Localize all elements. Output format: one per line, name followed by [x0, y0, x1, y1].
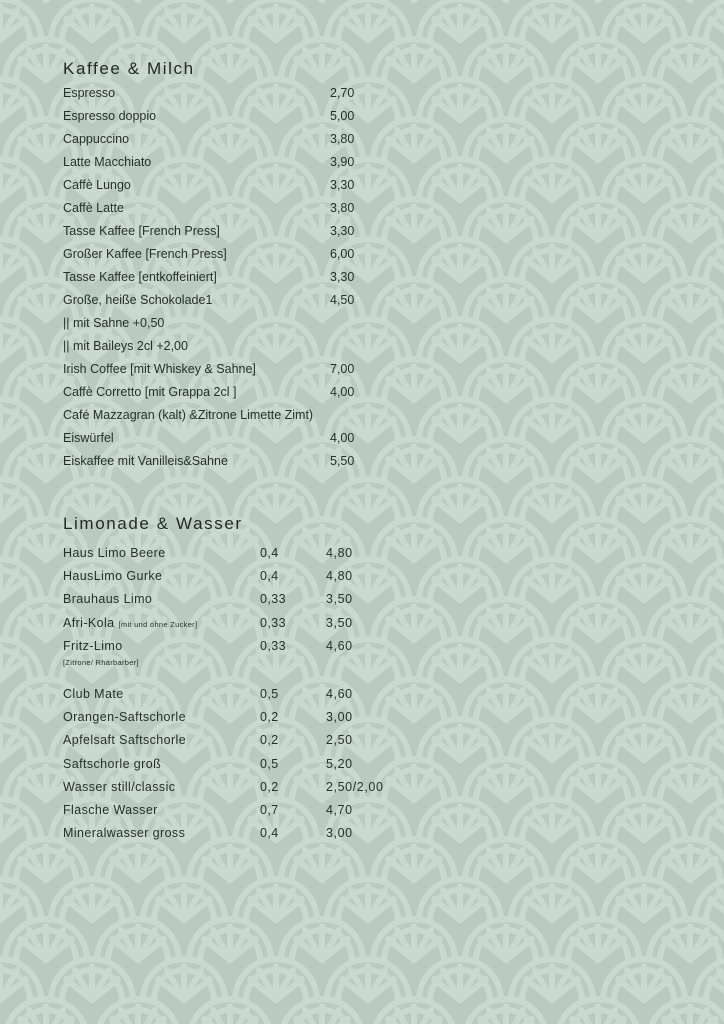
item-name: [63, 545, 166, 561]
item-name-text: HausLimo Gurke: [63, 569, 163, 584]
menu-item-row: [0, 292, 724, 315]
item-size: 0,2: [260, 779, 279, 794]
menu-item-row: [0, 709, 724, 732]
menu-item-row: [0, 154, 724, 177]
item-subnote: [Zitrone/ Rharbarber]: [63, 657, 139, 667]
menu-item-row: [0, 638, 724, 667]
menu-item-row: [0, 200, 724, 223]
menu-item-row: [0, 756, 724, 779]
item-name: [63, 638, 123, 654]
item-price: 3,50: [326, 615, 353, 630]
kaffee-section-title: Kaffee & Milch: [63, 59, 195, 78]
item-name-text: Saftschorle groß: [63, 756, 162, 771]
item-name: Eiswürfel: [63, 431, 114, 445]
item-name: [63, 732, 186, 748]
menu-item-row: [0, 108, 724, 131]
item-size: 0,33: [260, 592, 286, 607]
limonade-section-title: Limonade & Wasser: [63, 514, 243, 533]
menu-item-row: [0, 338, 724, 361]
item-price: 4,60: [326, 687, 353, 701]
item-size: 0,2: [260, 733, 279, 748]
menu-item-row: [0, 686, 724, 709]
item-price: 4,50: [330, 293, 355, 307]
item-price: 7,00: [330, 362, 355, 376]
item-price: 6,00: [330, 247, 355, 261]
menu-item-row: [0, 407, 724, 430]
item-name-text: Orangen-Saftschorle: [63, 710, 186, 725]
item-price: 4,70: [326, 803, 353, 817]
item-price: 5,50: [330, 454, 355, 468]
item-name: Caffè Latte: [63, 201, 124, 215]
menu-item-row: [0, 246, 724, 269]
item-note: [mit und ohne Zucker]: [118, 619, 198, 629]
menu-item-row: [0, 131, 724, 154]
item-price: 3,30: [330, 270, 355, 284]
item-price: 3,30: [330, 178, 355, 192]
item-size: 0,5: [260, 687, 279, 701]
menu-item-row: [0, 825, 724, 848]
item-name-text: Mineralwasser gross: [63, 826, 186, 841]
item-price: 3,80: [330, 132, 355, 146]
item-size: 0,4: [260, 546, 279, 560]
item-name: Eiskaffee mit Vanilleis&Sahne: [63, 454, 228, 468]
item-price: 5,00: [330, 109, 355, 123]
menu-item-row: [0, 779, 724, 802]
item-price: 5,20: [326, 756, 353, 771]
item-size: 0,4: [260, 569, 279, 584]
item-name: Café Mazzagran (kalt) &Zitrone Limette Zimt): [63, 408, 314, 422]
menu-item-row: [0, 591, 724, 614]
item-name: Tasse Kaffee [French Press]: [63, 224, 220, 238]
item-name: Cappuccino: [63, 132, 130, 146]
item-size: 0,2: [260, 710, 279, 725]
item-name: || mit Baileys 2cl +2,00: [63, 339, 188, 353]
item-price: 3,90: [330, 155, 355, 169]
item-price: 3,00: [326, 710, 353, 725]
item-name: [63, 802, 158, 818]
item-price: 4,00: [330, 385, 355, 399]
menu-item-row: [0, 732, 724, 755]
menu-item-row: [0, 315, 724, 338]
menu-item-row: [0, 802, 724, 825]
menu-item-row: [0, 223, 724, 246]
item-name: Latte Macchiato: [63, 155, 152, 169]
item-name-text: Haus Limo Beere: [63, 546, 166, 560]
item-size: 0,4: [260, 826, 279, 841]
item-name-text: Wasser still/classic: [63, 779, 176, 794]
item-name: [63, 568, 162, 584]
menu-item-row: [0, 545, 724, 568]
menu-item-row: [0, 269, 724, 292]
item-size: 0,5: [260, 756, 279, 771]
item-name: [63, 709, 186, 725]
menu-item-row: [0, 85, 724, 108]
item-name: [63, 825, 185, 841]
menu-item-row: [0, 568, 724, 591]
item-size: 0,7: [260, 803, 279, 817]
item-name-text: Club Mate: [63, 687, 124, 701]
menu-item-row: [0, 430, 724, 453]
item-price: 2,50/2,00: [326, 779, 384, 794]
item-price: 4,80: [326, 569, 353, 584]
item-name: Große, heiße Schokolade1: [63, 293, 213, 307]
item-price: 4,00: [330, 431, 355, 445]
item-price: 3,00: [326, 826, 353, 841]
item-price: 3,80: [330, 201, 355, 215]
item-name: Espresso: [63, 86, 116, 100]
item-name: [63, 779, 175, 795]
item-name: [63, 591, 152, 607]
item-price: 3,30: [330, 224, 355, 238]
item-name-text: Apfelsaft Saftschorle: [63, 733, 187, 748]
item-name: [63, 615, 197, 633]
item-name: [63, 756, 161, 772]
item-price: 4,80: [326, 546, 353, 560]
item-name-text: Fritz-Limo: [63, 638, 123, 653]
item-size: 0,33: [260, 615, 286, 630]
item-price: 2,50: [326, 733, 353, 748]
item-name: Irish Coffee [mit Whiskey & Sahne]: [63, 362, 256, 376]
item-name: Caffè Lungo: [63, 178, 131, 192]
item-size: 0,33: [260, 638, 286, 653]
item-name: Espresso doppio: [63, 109, 157, 123]
item-name: [63, 686, 124, 702]
item-name: || mit Sahne +0,50: [63, 316, 165, 330]
menu-item-row: [0, 177, 724, 200]
menu-item-row: [0, 453, 724, 476]
item-price: 4,60: [326, 638, 353, 653]
item-price: 2,70: [330, 86, 355, 100]
item-name: Großer Kaffee [French Press]: [63, 247, 227, 261]
item-name-text: Brauhaus Limo: [63, 592, 153, 607]
item-name: Caffè Corretto [mit Grappa 2cl ]: [63, 385, 237, 399]
item-price: 3,50: [326, 592, 353, 607]
item-name: Tasse Kaffee [entkoffeiniert]: [63, 270, 217, 284]
menu-item-row: [0, 615, 724, 638]
menu-item-row: [0, 361, 724, 384]
item-name-text: Flasche Wasser: [63, 803, 158, 817]
menu-item-row: [0, 384, 724, 407]
item-name-text: Afri-Kola: [63, 615, 115, 630]
